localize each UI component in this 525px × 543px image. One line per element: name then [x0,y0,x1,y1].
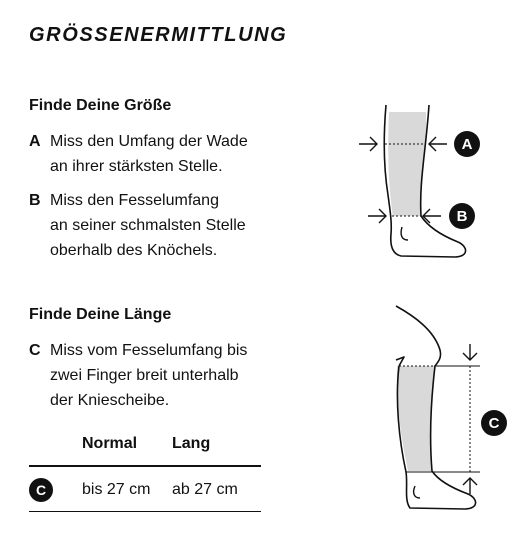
instruction-line: an ihrer stärksten Stelle. [50,158,223,175]
instruction-line: zwei Finger breit unterhalb [50,367,239,384]
calf-ankle-diagram [355,100,485,265]
arrow-c-down [463,344,477,360]
table-header-rule [29,465,261,467]
instruction-letter: C [29,342,41,359]
table-bottom-rule [29,511,261,512]
cell-normal: bis 27 cm [82,481,151,498]
instruction-line: an seiner schmalsten Stelle [50,217,246,234]
row-marker-badge: C [29,478,53,502]
heel-mark [401,227,408,240]
instruction-text [50,129,248,179]
column-header-lang: Lang [172,435,211,452]
arrow-a-right [429,137,447,151]
instruction-text [50,188,246,263]
size-heading: Finde Deine Größe [29,97,172,114]
length-diagram [390,300,490,520]
arrow-a-left [359,137,377,151]
heel-mark [414,486,420,498]
instruction-line: Miss den Fesselumfang [50,192,219,209]
knee-notch [396,357,404,366]
length-heading: Finde Deine Länge [29,306,172,323]
instruction-letter: B [29,192,41,209]
marker-a-badge: A [454,131,480,157]
instruction-line: oberhalb des Knöchels. [50,242,218,259]
column-header-normal: Normal [82,435,138,452]
arrow-b-left [368,209,386,223]
arrow-c-up [463,478,477,494]
instruction-line: der Kniescheibe. [50,392,170,409]
page-title: GRÖSSENERMITTLUNG [29,24,288,46]
instruction-line: Miss den Umfang der Wade [50,133,248,150]
marker-c-badge: C [481,410,507,436]
marker-b-badge: B [449,203,475,229]
instruction-letter: A [29,133,41,150]
cell-lang: ab 27 cm [172,481,238,498]
instruction-line: Miss vom Fesselumfang bis [50,342,248,359]
instruction-text [50,338,247,413]
